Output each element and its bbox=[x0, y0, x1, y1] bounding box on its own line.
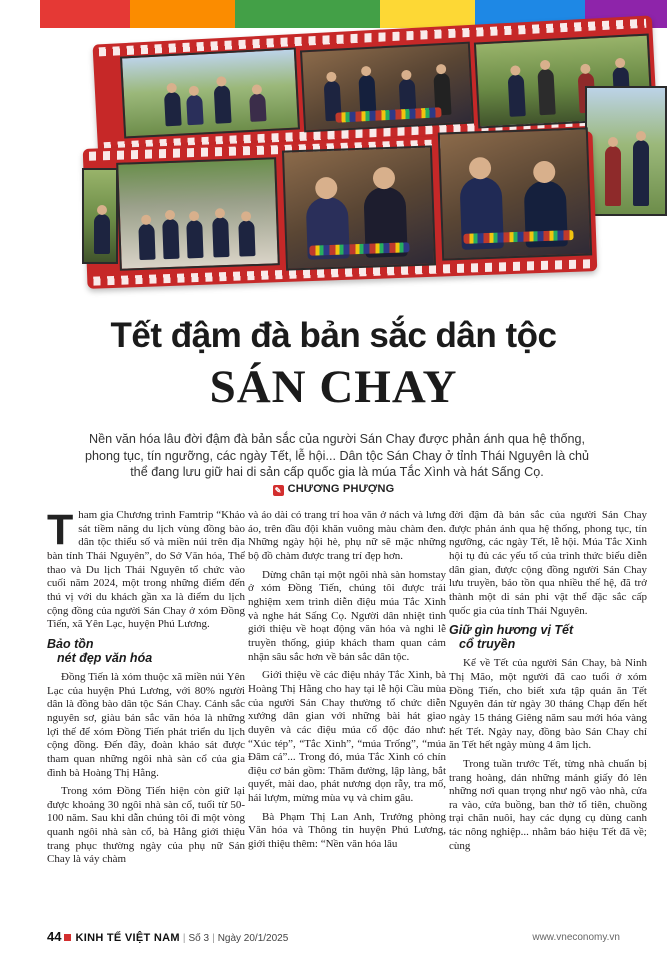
color-stripe bbox=[235, 0, 380, 28]
photo-elder-sewing bbox=[300, 42, 474, 133]
byline bbox=[0, 483, 667, 496]
color-stripe bbox=[380, 0, 475, 28]
page-number: 44 bbox=[47, 929, 62, 944]
hero-photo-collage bbox=[0, 0, 667, 300]
author-name: CHƯƠNG PHƯỢNG bbox=[287, 483, 395, 495]
pen-icon: ✎ bbox=[273, 485, 284, 496]
headline-line-1: Tết đậm đà bản sắc dân tộc bbox=[110, 316, 557, 355]
photo-festival-group bbox=[82, 168, 118, 264]
website-link[interactable]: www.vneconomy.vn bbox=[532, 932, 620, 943]
paragraph: Bà Phạm Thị Lan Anh, Trưởng phòng Văn hóa và Thông tin huyện Phú Lương, giới thiệu thêm: “Nền văn hóa lâu bbox=[248, 810, 446, 851]
drop-cap: T bbox=[47, 509, 74, 554]
paragraph: Giới thiệu về các điệu nhảy Tắc Xình, bà Hoàng Thị Hằng cho hay tại lễ hội Cầu mùa của người Sán Chay thường tổ chức diễn xướng dân gian với những bài hát giao duyên và các điệu múa cổ độc đáo như: “Xúc tép”, “Tắc Xình”, “múa Trống”, “múa Đâm cá”... Trong đó, múa Tắc Xình có chín điệu cơ bản gồm: Thăm đường, lập làng, bắt quyết, mài dao, phát nương dọn rẫy, tra mố, hái lượm, mừng mùa vụ và chim gâu. bbox=[248, 669, 446, 805]
issue-date: Ngày 20/1/2025 bbox=[217, 933, 289, 944]
magazine-name: KINH TẾ VIỆT NAM bbox=[75, 932, 180, 944]
paragraph: Trong xóm Đồng Tiến hiện còn giữ lại được khoảng 30 ngôi nhà sàn cổ, tuổi từ 50-100 năm. Sau khi dẫn chúng tôi đi một vòng quanh ngôi nhà sàn cổ, bà Hằng giới thiệu trang phục thường ngày của phụ nữ Sán Chay là váy chàm bbox=[47, 785, 245, 866]
article-column-3 bbox=[449, 509, 647, 877]
photo-elder-sewing bbox=[282, 145, 436, 270]
article-column-2 bbox=[248, 509, 446, 877]
page-footer: 44 KINH TẾ VIỆT NAM | Số 3 | Ngày 20/1/2025 www.vneconomy.vn bbox=[47, 929, 620, 944]
paragraph: Trong tuần trước Tết, từng nhà chuẩn bị trang hoàng, dán những mảnh giấy đỏ lên những nơi quan trọng như ngõ vào nhà, cửa ra vào, cửa buồng, ban thờ tổ tiên, chuồng trại chăn nuôi, hay các dụng cụ dùng canh tác nông nghiệp... nhằm báo hiệu Tết đã về; cùng bbox=[449, 757, 647, 852]
subheading: Giữ gìn hương vị Tết cổ truyền bbox=[449, 623, 574, 652]
issue-number: Số 3 bbox=[188, 933, 210, 944]
paragraph: Kể về Tết của người Sán Chay, bà Ninh Thị Mão, một người đã cao tuổi ở xóm Đồng Tiến, cho biết xưa tập quán ăn Tết Nguyên đán từ ngày 30 tháng Chạp đến hết ngày 15 tháng Giêng năm sau mới hóa vàng hết Tết. Ngày nay, đồng bào Sán Chay chỉ ăn Tết hết ngày mùng 4 âm lịch. bbox=[449, 657, 647, 752]
paragraph: Dừng chân tại một ngôi nhà sàn homstay ở xóm Đồng Tiến, chúng tôi được trải nghiệm xem trình diễn điệu múa Tắc Xình và nghe hát Sấng Cọ. Người dân nhiệt tình giới thiệu về hoạt động văn hóa và nghi lễ truyền thống, giúp khách tham quan cảm nhận sâu sắc hơn về bản sắc dân tộc. bbox=[248, 568, 446, 663]
paragraph: Đồng Tiến là xóm thuộc xã miền núi Yên Lạc của huyện Phú Lương, với 80% người dân là đồng bào dân tộc Sán Chay. Cảnh sắc nguyên sơ, giàu bản sắc văn hóa là những lợi thế để xóm Đồng Tiến phát triển du lịch cộng đồng. Đến đây, đoàn khảo sát được tham quan những ngôi nhà sàn cổ của gia đình bà Hoàng Thị Hằng. bbox=[47, 670, 245, 779]
photo-village-dance bbox=[116, 157, 280, 271]
color-stripe bbox=[130, 0, 235, 28]
paragraph: Tham gia Chương trình Famtrip “Khảo sát tiềm năng du lịch vùng đồng bào dân tộc thiểu số và miền núi trên địa bàn tỉnh Thái Nguyên”, do Sở Văn hóa, Thể thao và Du lịch Thái Nguyên tổ chức vào cuối năm 2024, một trong những điểm đến thú vị với du khách gần xa là điểm du lịch cộng đồng của người Sán Chay ở xóm Đồng Tiến, xã Yên Lạc, huyện Phú Lương. bbox=[47, 509, 245, 631]
photo-women-brocade bbox=[438, 127, 592, 260]
paragraph: và áo dài có trang trí hoa văn ở nách và lưng áo, trên đầu đội khăn vuông màu chàm đen. Những ngày hội hè, phụ nữ sẽ mặc những bộ đồ chàm được trang trí đẹp hơn. bbox=[248, 509, 446, 562]
article-lead: Nền văn hóa lâu đời đậm đà bản sắc của người Sán Chay được phản ánh qua hệ thống, phong tục, tín ngưỡng, các ngày Tết, lễ hội... Dân tộc Sán Chay ở tỉnh Thái Nguyên là chủ thể đang lưu giữ hai di sản cấp quốc gia là múa Tắc Xình và hát Sấng Cọ. bbox=[84, 432, 590, 479]
square-icon bbox=[64, 934, 71, 941]
headline-line-2: SÁN CHAY bbox=[209, 361, 458, 413]
article-column-1 bbox=[47, 509, 245, 877]
photo-courtyard-dance bbox=[585, 86, 667, 216]
color-stripe bbox=[40, 0, 130, 28]
paragraph: đời đậm đà bản sắc của người Sán Chay được phản ánh qua hệ thống, phong tục, tín ngưỡng, các ngày Tết, lễ hội. Múa Tắc Xình hội tụ đủ các yếu tố của trình thức biểu diễn dân gian, được cộng đồng người Sán Chay lưu truyền, bảo tồn qua nhiều thế hệ, đã trở thành một di sản phi vật thể đặc sắc cấp quốc gia của tỉnh Thái Nguyên. bbox=[449, 509, 647, 617]
subheading: Bảo tồn nét đẹp văn hóa bbox=[47, 636, 153, 665]
photo-women-embroidering bbox=[120, 47, 300, 138]
